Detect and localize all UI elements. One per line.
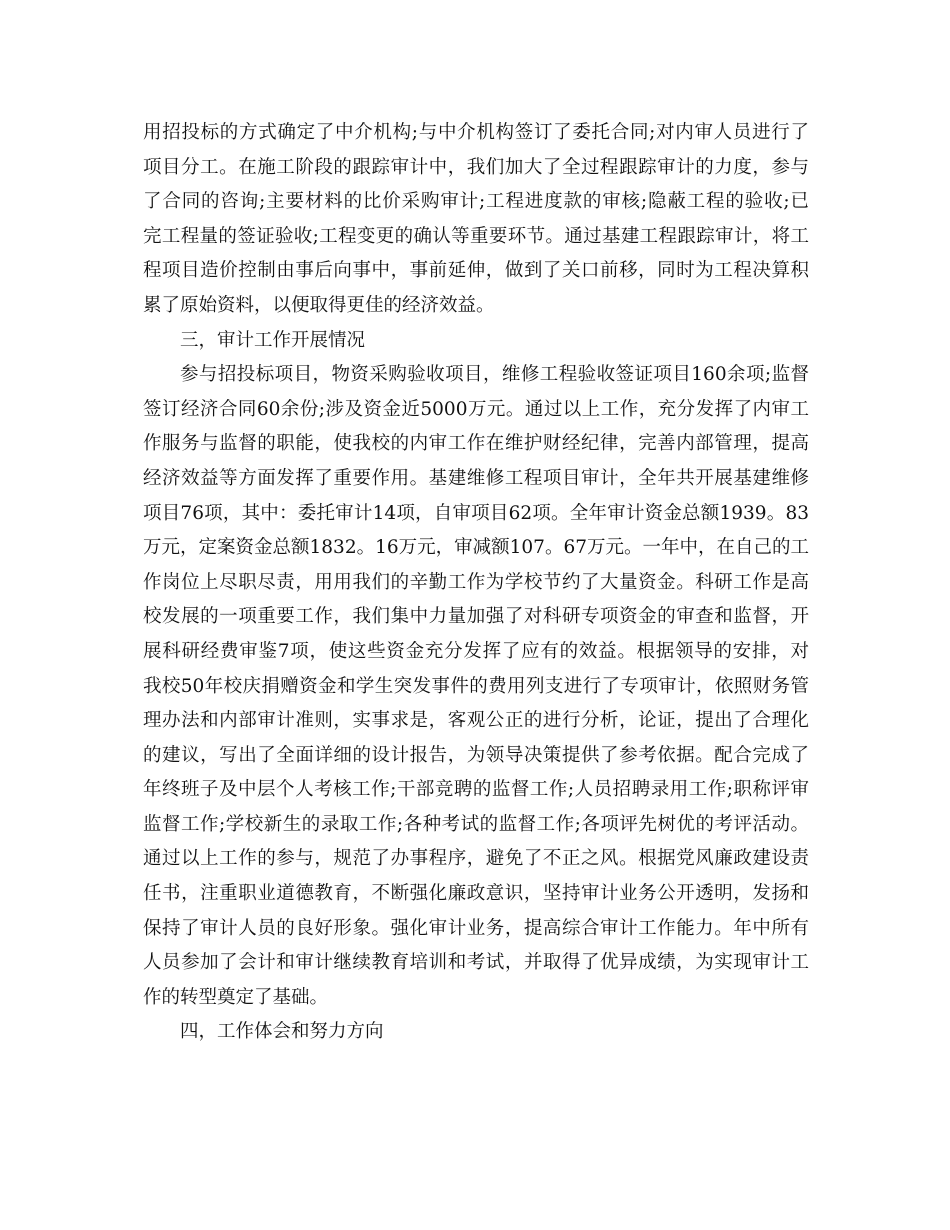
text-line: 校发展的一项重要工作，我们集中力量加强了对科研专项资金的审查和监督，开 <box>143 606 809 628</box>
text-line: 累了原始资料，以便取得更佳的经济效益。 <box>143 294 495 316</box>
paragraph-audit-work <box>143 358 809 1015</box>
text-line: 通过以上工作的参与，规范了办事程序，避免了不正之风。根据党风廉政建设责 <box>143 848 809 870</box>
text-line: 监督工作;学校新生的录取工作;各种考试的监督工作;各项评先树优的考评活动。 <box>143 813 809 835</box>
text-line: 作服务与监督的职能，使我校的内审工作在维护财经纪律，完善内部管理，提高 <box>143 433 809 455</box>
text-line: 理办法和内部审计准则，实事求是，客观公正的进行分析，论证，提出了合理化 <box>143 710 809 732</box>
paragraph-project-audit <box>143 116 809 324</box>
document-body <box>143 116 809 1050</box>
text-line: 项目76项，其中：委托审计14项，自审项目62项。全年审计资金总额1939。83 <box>143 502 809 524</box>
text-line: 程项目造价控制由事后向事中，事前延伸，做到了关口前移，同时为工程决算积 <box>143 260 809 282</box>
text-line: 经济效益等方面发挥了重要作用。基建维修工程项目审计，全年共开展基建维修 <box>143 467 809 489</box>
text-line: 保持了审计人员的良好形象。强化审计业务，提高综合审计工作能力。年中所有 <box>143 917 809 939</box>
text-line: 签订经济合同60余份;涉及资金近5000万元。通过以上工作，充分发挥了内审工 <box>143 398 809 420</box>
text-line: 用招投标的方式确定了中介机构;与中介机构签订了委托合同;对内审人员进行了 <box>143 122 809 143</box>
text-line: 年终班子及中层个人考核工作;干部竞聘的监督工作;人员招聘录用工作;职称评审 <box>143 779 809 801</box>
text-line: 了合同的咨询;主要材料的比价采购审计;工程进度款的审核;隐蔽工程的验收;已 <box>143 191 809 213</box>
section-heading-3: 三，审计工作开展情况 <box>180 329 366 351</box>
text-line: 作岗位上尽职尽责，用用我们的辛勤工作为学校节约了大量资金。科研工作是高 <box>143 571 809 593</box>
text-line: 万元，定案资金总额1832。16万元，审减额107。67万元。一年中，在自己的工 <box>143 537 809 559</box>
text-line: 的建议，写出了全面详细的设计报告，为领导决策提供了参考依据。配合完成了 <box>143 744 809 766</box>
text-line: 人员参加了会计和审计继续教育培训和考试，并取得了优异成绩，为实现审计工 <box>143 952 809 974</box>
text-line: 任书，注重职业道德教育，不断强化廉政意识，坚持审计业务公开透明，发扬和 <box>143 883 809 905</box>
section-heading-4: 四，工作体会和努力方向 <box>180 1021 384 1043</box>
text-line: 完工程量的签证验收;工程变更的确认等重要环节。通过基建工程跟踪审计，将工 <box>143 225 809 247</box>
text-line: 参与招投标项目，物资采购验收项目，维修工程验收签证项目160余项;监督 <box>180 364 809 386</box>
text-line: 作的转型奠定了基础。 <box>143 986 329 1008</box>
text-line: 我校50年校庆捐赠资金和学生突发事件的费用列支进行了专项审计，依照财务管 <box>143 675 809 697</box>
text-line: 展科研经费审鉴7项，使这些资金充分发挥了应有的效益。根据领导的安排，对 <box>143 640 809 662</box>
text-line: 项目分工。在施工阶段的跟踪审计中，我们加大了全过程跟踪审计的力度，参与 <box>143 156 809 178</box>
